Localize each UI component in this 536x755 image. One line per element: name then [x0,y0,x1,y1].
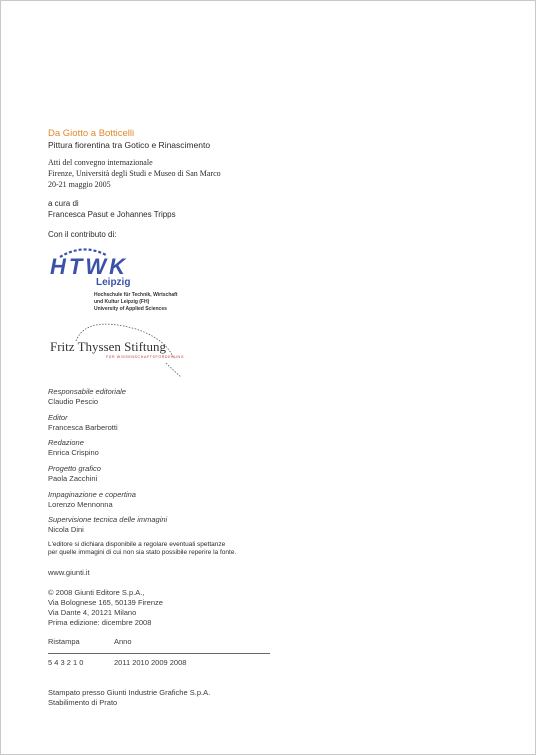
contribution-label: Con il contributo di: [48,230,117,239]
credit-role-2: Editor [48,413,68,422]
credit-name-4: Paola Zacchini [48,474,98,483]
htwk-desc-1: Hochschule für Technik, Wirtschaft [94,292,178,298]
publisher-line-3: Via Dante 4, 20121 Milano [48,608,137,617]
credit-role-4: Progetto grafico [48,464,101,473]
htwk-desc-3: University of Applied Sciences [94,306,167,312]
conference-line-2: Firenze, Università degli Studi e Museo di San Marco [48,169,221,178]
credit-name-3: Enrica Crispino [48,448,99,457]
book-title: Da Giotto a Botticelli [48,128,135,139]
conference-line-1: Atti del convegno internazionale [48,158,153,167]
htwk-letters: HTWK [50,254,128,279]
fts-subtitle: FÜR WISSENSCHAFTSFÖRDERUNG [106,355,185,359]
reprint-divider [48,653,270,654]
ristampa-label: Ristampa [48,637,80,646]
htwk-logo [48,245,178,315]
credit-role-5: Impaginazione e copertina [48,490,136,499]
publisher-website[interactable]: www.giunti.it [48,568,90,577]
credit-name-2: Francesca Barberotti [48,423,118,432]
editors-label: a cura di [48,199,79,208]
publisher-line-1: © 2008 Giunti Editore S.p.A., [48,588,145,597]
credit-name-1: Claudio Pescio [48,397,99,406]
editors-names: Francesca Pasut e Johannes Tripps [48,210,176,219]
printer-line-2: Stabilimento di Prato [48,698,118,707]
publisher-line-2: Via Bolognese 165, 50139 Firenze [48,598,163,607]
htwk-desc-2: und Kultur Leipzig (FH) [94,299,150,305]
credit-role-3: Redazione [48,438,84,447]
publisher-line-4: Prima edizione: dicembre 2008 [48,618,152,627]
fts-name: Fritz Thyssen Stiftung [50,339,167,354]
fts-logo [46,319,196,379]
credit-role-6: Supervisione tecnica delle immagini [48,515,168,524]
disclaimer-line-1: L'editore si dichiara disponibile a regolare eventuali spettanze [48,541,226,548]
disclaimer-line-2: per quelle immagini di cui non sia stato possibile reperire la fonte. [48,549,237,556]
credit-role-1: Responsabile editoriale [48,387,126,396]
credit-name-6: Nicola Dini [48,525,84,534]
printer-line-1: Stampato presso Giunti Industrie Grafiche S.p.A. [48,688,211,697]
conference-line-3: 20-21 maggio 2005 [48,180,111,189]
htwk-city: Leipzig [96,277,131,288]
credit-name-5: Lorenzo Mennonna [48,500,113,509]
book-subtitle: Pittura fiorentina tra Gotico e Rinascimento [48,140,211,150]
anno-values: 2011 2010 2009 2008 [114,658,187,667]
anno-label: Anno [114,637,132,646]
ristampa-values: 5 4 3 2 1 0 [48,658,84,667]
